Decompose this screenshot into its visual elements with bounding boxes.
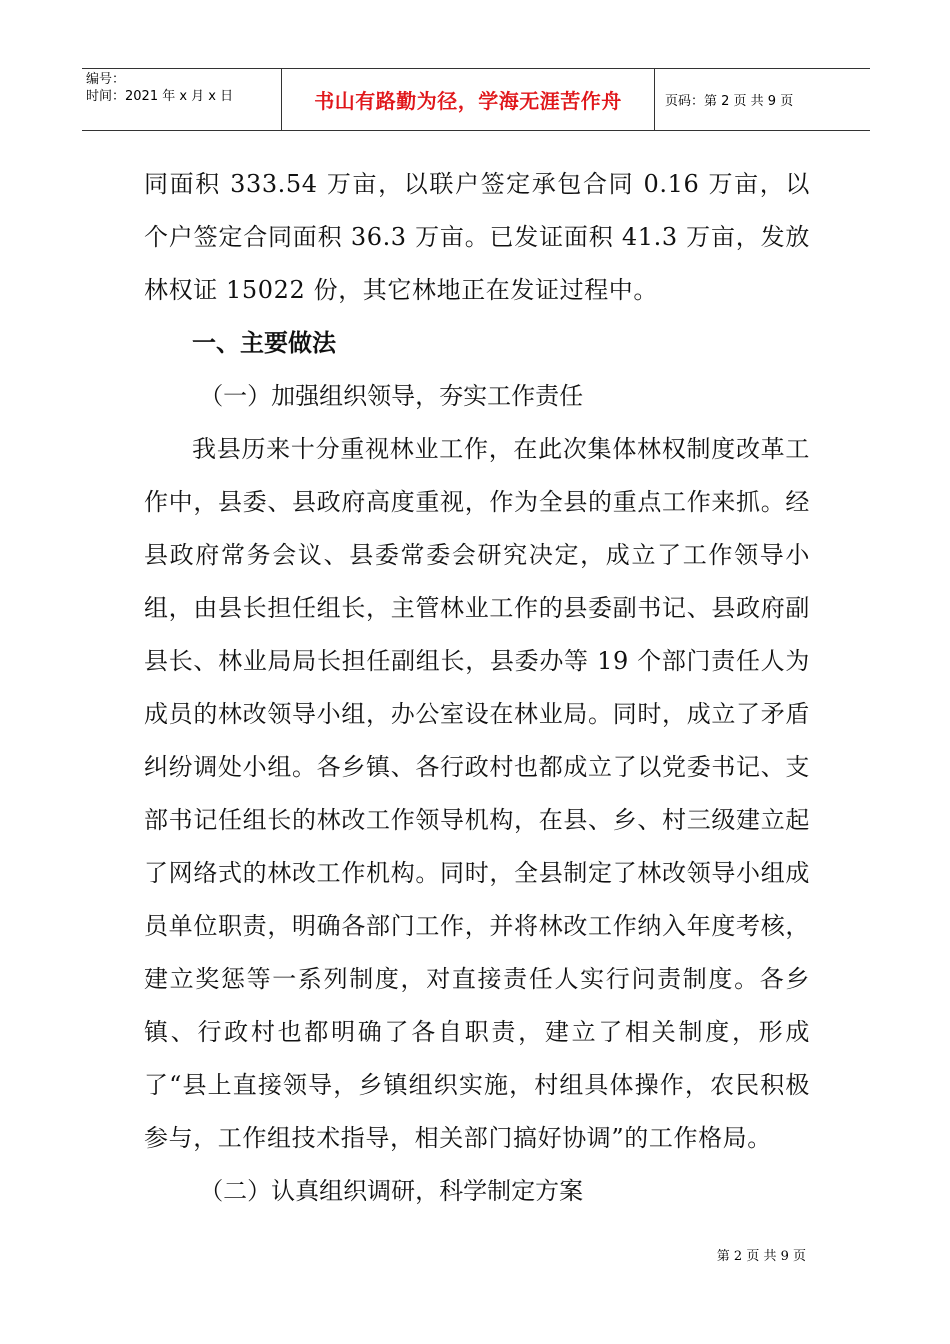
page-header	[82, 68, 870, 131]
subsection-title-1: （一）加强组织领导，夯实工作责任	[199, 382, 584, 410]
document-number-label: 编号：	[86, 72, 126, 87]
page-footer: 第 2 页 共 9 页	[716, 1249, 806, 1264]
subsection-title-2: （二）认真组织调研，科学制定方案	[199, 1177, 584, 1205]
document-date: 时间：2021 年 x 月 x 日	[86, 89, 234, 104]
intro-paragraph: 同面积 333.54 万亩，以联户签定承包合同 0.16 万亩，以个户签定合同面积 36.3 万亩。已发证面积 41.3 万亩，发放林权证 15022 份，其它林地正在发证过程中。	[144, 170, 810, 304]
header-page-code: 页码：第 2 页 共 9 页	[665, 94, 794, 109]
header-meta	[82, 69, 282, 130]
section-title: 一、主要做法	[192, 329, 336, 357]
body-paragraph-1: 我县历来十分重视林业工作，在此次集体林权制度改革工作中，县委、县政府高度重视，作为全县的重点工作来抓。经县政府常务会议、县委常委会研究决定，成立了工作领导小组，由县长担任组长，主管林业工作的县委副书记、县政府副县长、林业局局长担任副组长，县委办等 19 个部门责任人为成员的林改领导小组，办公室设在林业局。同时，成立了矛盾纠纷调处小组。各乡镇、各行政村也都成立了以党委书记、支部书记任组长的林改工作领导机构，在县、乡、村三级建立起了网络式的林改工作机构。同时，全县制定了林改领导小组成员单位职责，明确各部门工作，并将林改工作纳入年度考核，建立奖惩等一系列制度，对直接责任人实行问责制度。各乡镇、行政村也都明确了各自职责，建立了相关制度，形成了“县上直接领导，乡镇组织实施，村组具体操作，农民积极参与，工作组技术指导，相关部门搞好协调”的工作格局。	[144, 435, 810, 1152]
header-motto: 书山有路勤为径，学海无涯苦作舟	[282, 69, 655, 130]
document-body	[144, 158, 810, 1218]
